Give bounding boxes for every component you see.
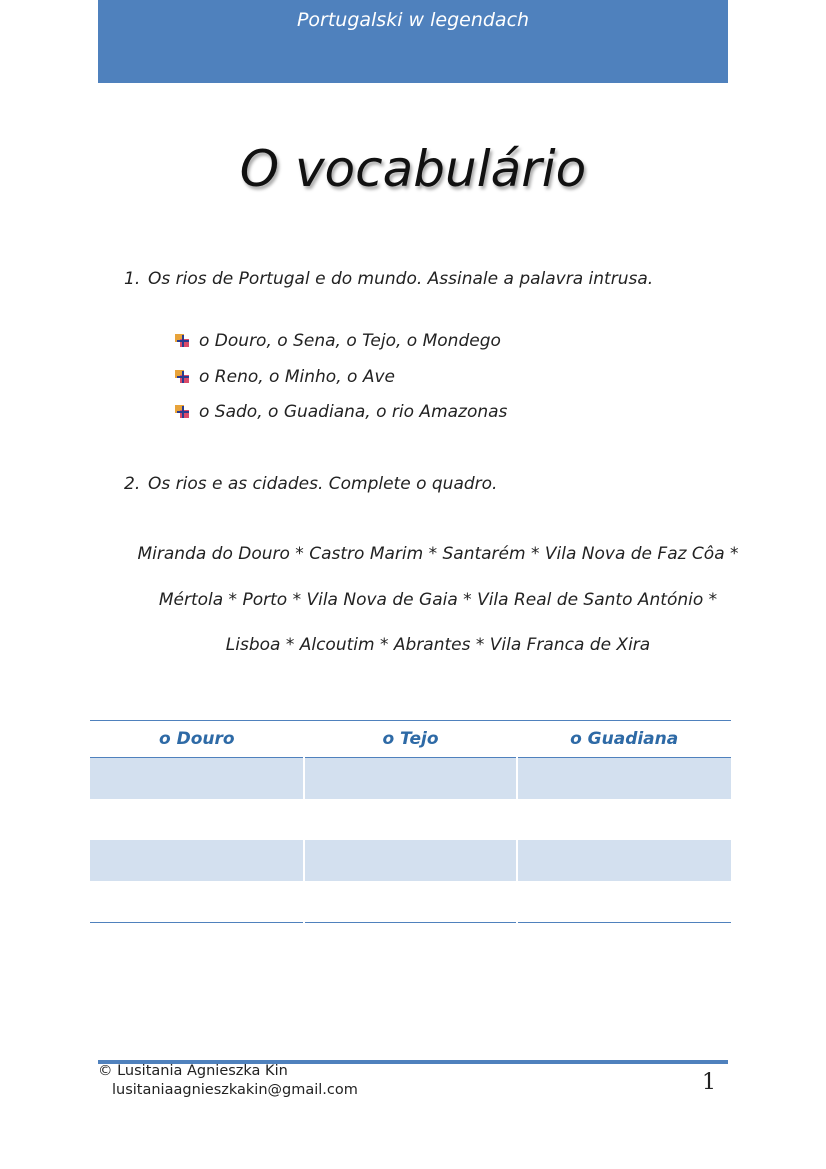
- word-bank-line-2: Mértola * Porto * Vila Nova de Gaia * Vila Real de Santo António *: [158, 590, 718, 610]
- list-item: [174, 367, 507, 403]
- colored-square-bullet-icon: [174, 404, 192, 420]
- table-cell[interactable]: [517, 881, 731, 923]
- word-bank-line-3: Lisboa * Alcoutim * Abrantes * Vila Franca de Xira: [225, 635, 651, 655]
- exercise-2-instruction: [124, 474, 497, 494]
- footer-author: © Lusitania Agnieszka Kin: [98, 1063, 288, 1079]
- column-header-douro: o Douro: [90, 721, 304, 758]
- table-cell[interactable]: [517, 758, 731, 800]
- list-item: [174, 402, 507, 438]
- header-band: [98, 0, 728, 83]
- word-bank-line-1: Miranda do Douro * Castro Marim * Santarém * Vila Nova de Faz Côa *: [137, 544, 739, 564]
- exercise-1-list: [174, 331, 507, 438]
- table-cell[interactable]: [517, 840, 731, 881]
- table-cell[interactable]: [517, 799, 731, 840]
- table-row: [90, 881, 731, 923]
- column-header-guadiana: o Guadiana: [517, 721, 731, 758]
- exercise-2-number: 2.: [124, 474, 141, 494]
- exercise-1-text: Os rios de Portugal e do mundo. Assinale a palavra intrusa.: [148, 269, 654, 289]
- table-row: [90, 758, 731, 800]
- document-title: O vocabulário: [239, 140, 587, 198]
- exercise-1-number: 1.: [124, 269, 141, 289]
- table-cell[interactable]: [90, 840, 304, 881]
- header-title: Portugalski w legendach: [296, 9, 530, 31]
- colored-square-bullet-icon: [174, 333, 192, 349]
- exercise-2-text: Os rios e as cidades. Complete o quadro.: [148, 474, 498, 494]
- table-cell[interactable]: [304, 881, 518, 923]
- page-number: 1: [702, 1070, 716, 1095]
- list-item-text: o Reno, o Minho, o Ave: [199, 366, 395, 387]
- table-cell[interactable]: [90, 758, 304, 800]
- table-cell[interactable]: [304, 840, 518, 881]
- table-cell[interactable]: [90, 881, 304, 923]
- list-item-text: o Douro, o Sena, o Tejo, o Mondego: [199, 331, 501, 351]
- table-cell[interactable]: [304, 758, 518, 800]
- list-item-text: o Sado, o Guadiana, o rio Amazonas: [199, 402, 508, 422]
- column-header-tejo: o Tejo: [304, 721, 518, 758]
- table-header-row: [90, 721, 731, 758]
- rivers-table: [90, 720, 731, 923]
- table-cell[interactable]: [90, 799, 304, 840]
- table-row: [90, 840, 731, 881]
- colored-square-bullet-icon: [174, 369, 192, 385]
- footer-email: lusitaniaagnieszkakin@gmail.com: [112, 1082, 358, 1098]
- table-row: [90, 799, 731, 840]
- table-cell[interactable]: [304, 799, 518, 840]
- exercise-1-instruction: [124, 269, 653, 289]
- list-item: [174, 331, 507, 367]
